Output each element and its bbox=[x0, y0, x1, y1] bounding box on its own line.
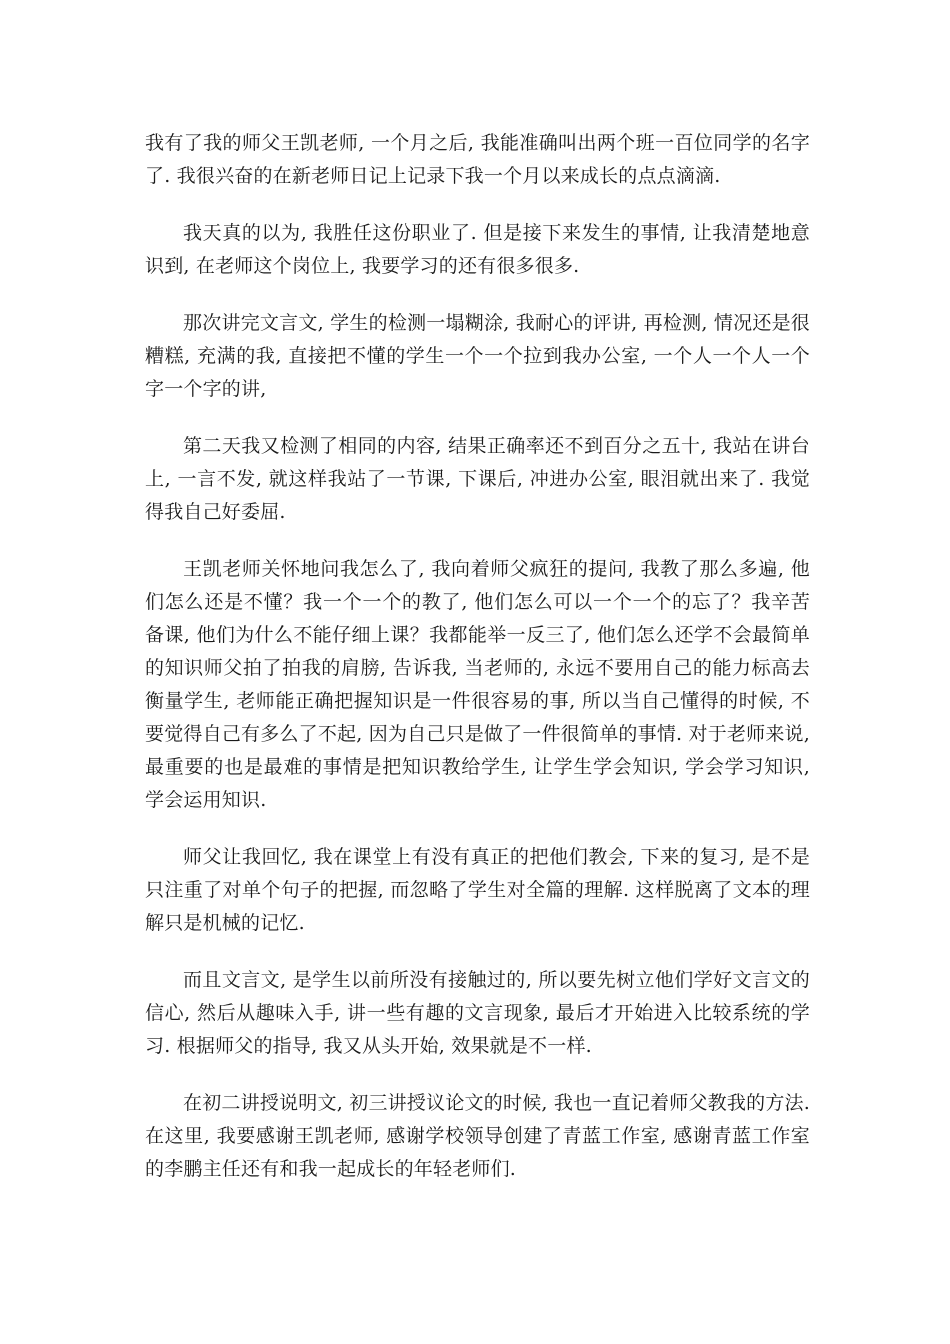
paragraph-4: 第二天我又检测了相同的内容, 结果正确率还不到百分之五十, 我站在讲台上, 一言不发, 就这样我站了一节课, 下课后, 冲进办公室, 眼泪就出来了. 我觉得我自己好委屈. bbox=[145, 435, 810, 523]
document-body bbox=[145, 127, 810, 1210]
paragraph-7: 而且文言文, 是学生以前所没有接触过的, 所以要先树立他们学好文言文的信心, 然后从趣味入手, 讲一些有趣的文言现象, 最后才开始进入比较系统的学习. 根据师父的指导, 我又从头开始, 效果就是不一样. bbox=[145, 969, 810, 1057]
paragraph-1: 我有了我的师父王凯老师, 一个月之后, 我能准确叫出两个班一百位同学的名字了. 我很兴奋的在新老师日记上记录下我一个月以来成长的点点滴滴. bbox=[145, 132, 810, 187]
paragraph-5: 王凯老师关怀地问我怎么了, 我向着师父疯狂的提问, 我教了那么多遍, 他们怎么还是不懂？我一个一个的教了, 他们怎么可以一个一个的忘了？我辛苦备课, 他们为什么不能仔细上课？我都能举一反三了, 他们怎么还学不会最简单的知识师父拍了拍我的肩膀, 告诉我, 当老师的, 永远不要用自己的能力标高去衡量学生, 老师能正确把握知识是一件很容易的事, 所以当自己懂得的时候, 不要觉得自己有多么了不起, 因为自己只是做了一件很简单的事情. 对于老师来说, 最重要的也是最难的事情是把知识教给学生, 让学生学会知识, 学会学习知识, 学会运用知识. bbox=[145, 558, 810, 811]
paragraph-8: 在初二讲授说明文, 初三讲授议论文的时候, 我也一直记着师父教我的方法. 在这里, 我要感谢王凯老师, 感谢学校领导创建了青蓝工作室, 感谢青蓝工作室的李鹏主任还有和我一起成长的年轻老师们. bbox=[145, 1092, 810, 1180]
paragraph-6: 师父让我回忆, 我在课堂上有没有真正的把他们教会, 下来的复习, 是不是只注重了对单个句子的把握, 而忽略了学生对全篇的理解. 这样脱离了文本的理解只是机械的记忆. bbox=[145, 846, 810, 934]
paragraph-3: 那次讲完文言文, 学生的检测一塌糊涂, 我耐心的评讲, 再检测, 情况还是很糟糕, 充满的我, 直接把不懂的学生一个一个拉到我办公室, 一个人一个人一个字一个字的讲, bbox=[145, 312, 810, 400]
paragraph-2: 我天真的以为, 我胜任这份职业了. 但是接下来发生的事情, 让我清楚地意识到, 在老师这个岗位上, 我要学习的还有很多很多. bbox=[145, 222, 810, 277]
